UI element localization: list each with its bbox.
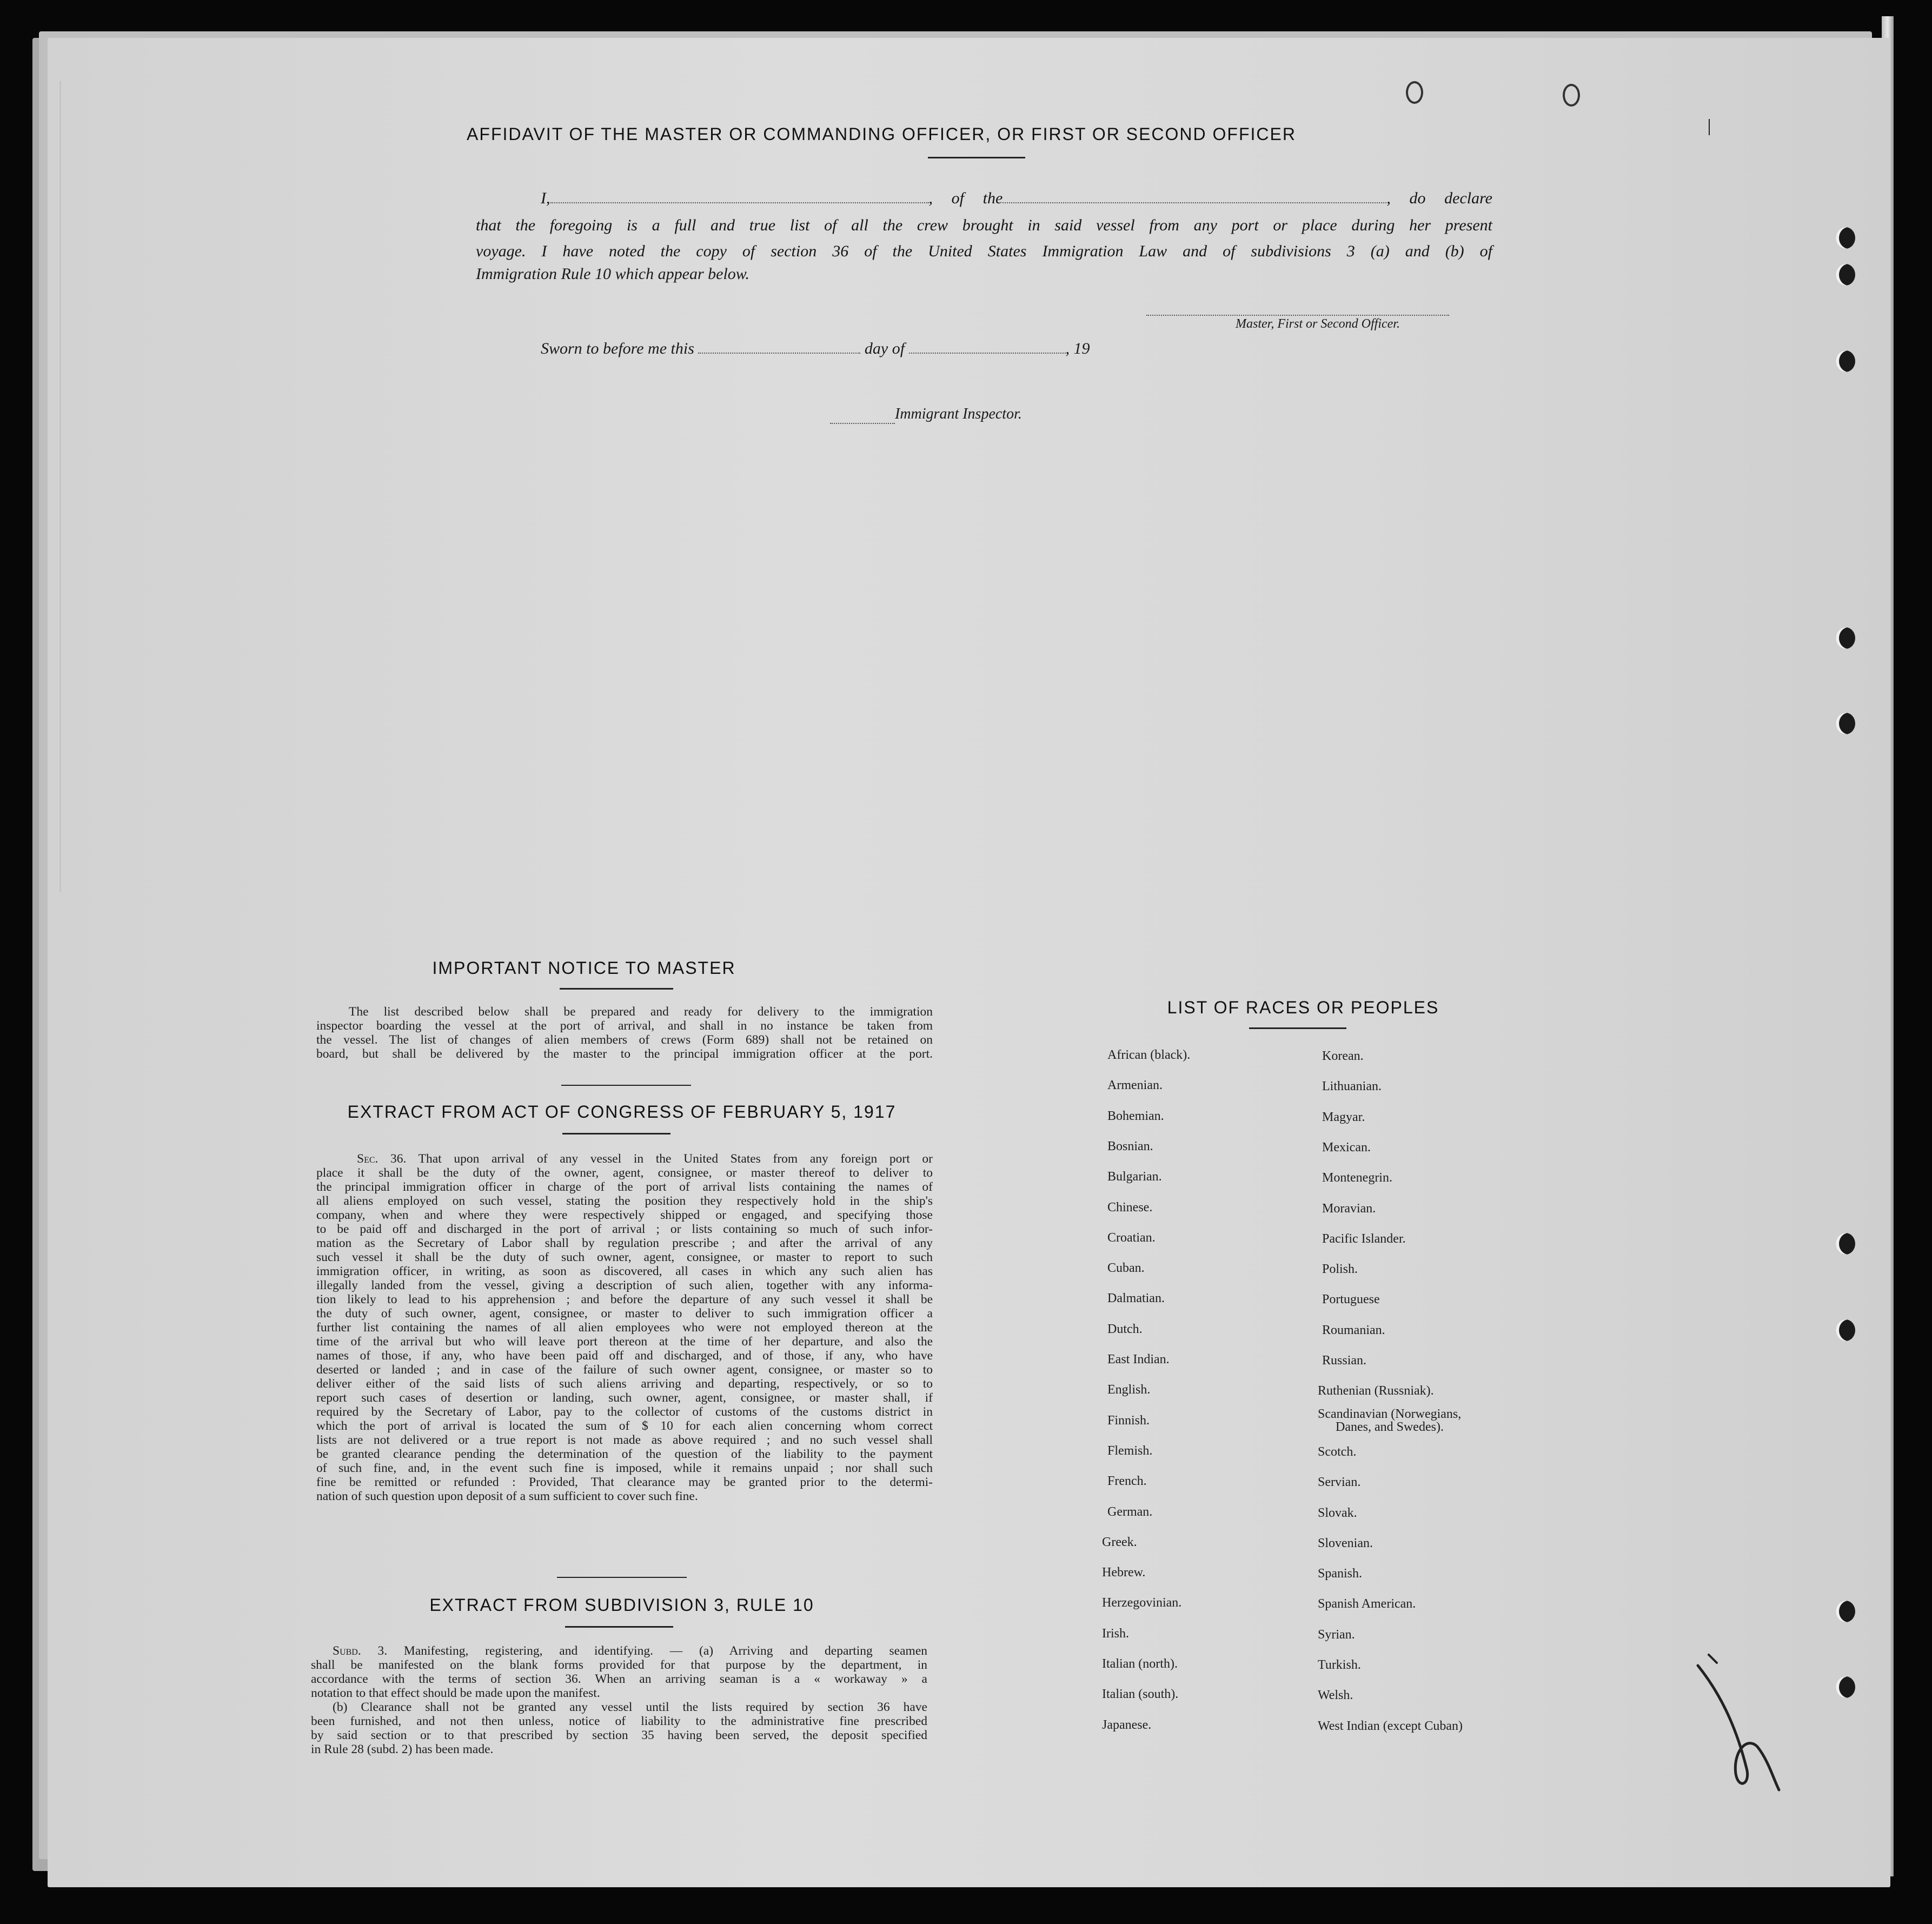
divider [557, 1577, 687, 1578]
race-item: West Indian (except Cuban) [1318, 1719, 1463, 1733]
act-line: the principal immigration officer in charge of the port of arrival lists containing the names of [316, 1180, 933, 1194]
act-line: deliver either of the said lists of such aliens arriving and departing, respectively, or so to [316, 1377, 933, 1391]
ring-mark-icon [1406, 81, 1423, 104]
rule-line: notation to that effect should be made upon the manifest. [311, 1686, 600, 1700]
notice-line: inspector boarding the vessel at the port of arrival, and shall in no instance be taken from [316, 1019, 933, 1033]
race-item: Roumanian. [1322, 1323, 1385, 1337]
act-line: names of those, if any, who have been paid off and discharged, and of those, if any, who have [316, 1349, 933, 1363]
rule-title: EXTRACT FROM SUBDIVISION 3, RULE 10 [429, 1595, 814, 1615]
race-item: Slovenian. [1318, 1536, 1373, 1550]
act-line: time of the arrival but who will leave port thereon at the time of her departure, and also the [316, 1335, 933, 1349]
affidavit-i: I, [541, 189, 550, 207]
race-item: Bosnian. [1107, 1139, 1153, 1153]
affidavit-declare: , do declare [1386, 189, 1492, 207]
act-line: company, when and where they were respectively shipped or engaged, and specifying those [316, 1208, 933, 1222]
ring-mark-icon [1563, 84, 1580, 107]
sec-label: Sec. [357, 1152, 379, 1166]
race-item: English. [1107, 1383, 1151, 1397]
race-item: Moravian. [1322, 1201, 1376, 1216]
race-item: Spanish American. [1318, 1597, 1416, 1611]
race-item: Italian (north). [1102, 1657, 1178, 1671]
rule-body [311, 1644, 927, 1756]
race-item: Syrian. [1318, 1627, 1355, 1642]
rule-line-text: 3. Manifesting, registering, and identifying. — (a) Arriving and departing seamen [377, 1644, 928, 1658]
divider [560, 988, 673, 990]
notice-line: The list described below shall be prepared and ready for delivery to the immigration [349, 1005, 933, 1019]
race-item: Servian. [1318, 1475, 1361, 1490]
name-blank[interactable] [550, 190, 929, 203]
race-item: Irish. [1102, 1626, 1129, 1641]
act-line: required by the Secretary of Labor, pay to the collector of customs of the customs district in [316, 1405, 933, 1419]
affidavit-line-1 [476, 187, 1492, 210]
act-line: all aliens employed on such vessel, stating the position they respectively hold in the ship's [316, 1194, 933, 1208]
subd-label: Subd. [333, 1644, 361, 1658]
race-item: Russian. [1322, 1354, 1367, 1368]
act-line: be granted clearance pending the determination of the question of the liability to the payment [316, 1447, 933, 1461]
signature-mark-icon [1687, 1644, 1784, 1795]
sworn-day-label: day of [864, 340, 905, 357]
punch-hole-icon [1836, 627, 1855, 649]
act-line: such vessel it shall be the duty of such owner, agent, consignee, or master to report to such [316, 1250, 933, 1264]
race-item: Hebrew. [1102, 1565, 1146, 1580]
sworn-year: , 19 [1065, 340, 1090, 357]
punch-hole-icon [1836, 713, 1855, 734]
inspector-signature-blank[interactable] [830, 423, 895, 424]
punch-hole-icon [1836, 1676, 1855, 1698]
race-item: Finnish. [1107, 1413, 1150, 1428]
act-line: nation of such question upon deposit of a sum sufficient to cover such fine. [316, 1489, 698, 1503]
act-line: which the port of arrival is located the sum of $ 10 for each alien concerning whom correct [316, 1419, 933, 1433]
race-item: Chinese. [1107, 1200, 1153, 1215]
race-item: African (black). [1107, 1048, 1191, 1062]
race-item: Japanese. [1102, 1717, 1152, 1732]
race-item: Ruthenian (Russniak). [1318, 1384, 1434, 1398]
punch-hole-icon [1836, 227, 1855, 249]
rule-line [311, 1644, 927, 1658]
race-item: Scotch. [1318, 1444, 1357, 1459]
race-item: French. [1107, 1474, 1147, 1489]
punch-hole-icon [1836, 1601, 1855, 1622]
race-item: Polish. [1322, 1262, 1358, 1277]
rule-line: been furnished, and not then unless, notice of liability to the administrative fine prescribed [311, 1714, 927, 1728]
punch-hole-icon [1836, 264, 1855, 286]
rule-line: by said section or to that prescribed by section 35 having been served, the deposit specified [311, 1728, 927, 1742]
act-line: mation as the Secretary of Labor shall by regulation prescribe ; and after the arrival of any [316, 1236, 933, 1250]
sworn-prefix: Sworn to before me this [541, 340, 694, 357]
race-item: Croatian. [1107, 1230, 1156, 1245]
race-item: East Indian. [1107, 1352, 1170, 1366]
race-item: Herzegovinian. [1102, 1596, 1182, 1610]
act-title: EXTRACT FROM ACT OF CONGRESS OF FEBRUARY 5, 1917 [347, 1102, 897, 1122]
affidavit-line-4: Immigration Rule 10 which appear below. [476, 265, 750, 283]
affidavit-title: AFFIDAVIT OF THE MASTER OR COMMANDING OFFICER, OR FIRST OR SECOND OFFICER [467, 124, 1296, 144]
race-item: Pacific Islander. [1322, 1231, 1406, 1246]
race-item: Korean. [1322, 1049, 1364, 1063]
act-line: lists are not delivered or a true report is not made as above required ; and no such vessel shall [316, 1433, 933, 1447]
sworn-day-blank[interactable] [698, 341, 860, 354]
ink-mark [1709, 119, 1710, 135]
act-line: illegally landed from the vessel, giving a description of such alien, together with any informa- [316, 1278, 933, 1292]
race-item: Bohemian. [1107, 1109, 1164, 1123]
master-signature-blank[interactable] [1146, 315, 1449, 316]
race-item: Welsh. [1318, 1688, 1353, 1703]
act-line: fine be remitted or refunded : Provided, That clearance may be granted prior to the determi- [316, 1475, 933, 1489]
race-item: Greek. [1102, 1535, 1137, 1549]
affidavit-of-the: , of the [928, 189, 1003, 207]
rule-line: in Rule 28 (subd. 2) has been made. [311, 1742, 494, 1756]
act-line-text: 36. That upon arrival of any vessel in the United States from any foreign port or [390, 1152, 933, 1166]
rule-line: accordance with the terms of section 36. When an arriving seaman is a « workaway » a [311, 1672, 927, 1686]
punch-hole-icon [1836, 350, 1855, 372]
punch-hole-icon [1836, 1233, 1855, 1255]
race-item: Spanish. [1318, 1567, 1363, 1581]
punch-hole-icon [1836, 1319, 1855, 1341]
race-item: German. [1107, 1504, 1153, 1519]
sworn-line [541, 340, 1090, 358]
race-item: Magyar. [1322, 1110, 1365, 1124]
race-item: Flemish. [1107, 1443, 1153, 1458]
race-item: Bulgarian. [1107, 1170, 1162, 1184]
divider [1249, 1027, 1346, 1029]
race-item-continuation: Danes, and Swedes). [1336, 1419, 1444, 1434]
races-title: LIST OF RACES OR PEOPLES [1167, 998, 1439, 1017]
act-line: tion likely to lead to his apprehension ; and before the departure of any such vessel it shall be [316, 1292, 933, 1306]
rule-line: (b) Clearance shall not be granted any vessel until the lists required by section 36 have [333, 1700, 927, 1714]
race-item: Montenegrin. [1322, 1171, 1392, 1185]
notice-line: board, but shall be delivered by the master to the principal immigration officer at the port. [316, 1047, 933, 1061]
race-item: Lithuanian. [1322, 1079, 1382, 1094]
inspector-label: Immigrant Inspector. [895, 406, 1022, 422]
notice-line: the vessel. The list of changes of alien members of crews (Form 689) shall not be retained on [316, 1033, 933, 1047]
race-item: Mexican. [1322, 1140, 1371, 1155]
act-line [316, 1152, 933, 1166]
affidavit-line-3: voyage. I have noted the copy of section 36 of the United States Immigration Law and of subdivisions 3 (a) and (b) of [476, 242, 1492, 260]
race-item: Portuguese [1322, 1292, 1380, 1307]
act-line: deserted or landed ; and in case of the failure of such owner agent, consignee, or master so to [316, 1363, 933, 1377]
divider [928, 157, 1025, 158]
race-item: Scandinavian (Norwegians, [1318, 1406, 1462, 1421]
race-item: Turkish. [1318, 1658, 1361, 1672]
act-line: report such cases of desertion or landing, such owner, agent, consignee, or master shall, if [316, 1391, 933, 1405]
rule-line: shall be manifested on the blank forms provided for that purpose by the department, in [311, 1658, 927, 1672]
divider [565, 1626, 673, 1628]
act-line: place it shall be the duty of the owner, agent, consignee, or master thereof to deliver to [316, 1166, 933, 1180]
vessel-blank[interactable] [1002, 190, 1386, 203]
act-line: the duty of such owner, agent, consignee, or master to deliver to such immigration officer a [316, 1306, 933, 1321]
race-item: Cuban. [1107, 1261, 1145, 1276]
act-line: immigration officer, in writing, as soon as discovered, all cases in which any such alien has [316, 1264, 933, 1278]
race-item: Dalmatian. [1107, 1291, 1165, 1306]
act-line: of such fine, and, in the event such fine is imposed, while it remains unpaid ; nor shall such [316, 1461, 933, 1475]
sworn-month-blank[interactable] [909, 341, 1066, 354]
act-line: to be paid off and discharged in the port of arrival ; or lists containing so much of such infor- [316, 1222, 933, 1236]
edge-shadow [59, 81, 61, 892]
notice-title: IMPORTANT NOTICE TO MASTER [432, 958, 736, 978]
notice-body [316, 1005, 933, 1061]
divider [561, 1085, 691, 1086]
affidavit-line-2: that the foregoing is a full and true list of all the crew brought in said vessel from any port or place during her present [476, 216, 1492, 234]
divider [562, 1133, 670, 1135]
race-item: Italian (south). [1102, 1687, 1179, 1702]
race-item: Dutch. [1107, 1322, 1143, 1336]
race-item: Slovak. [1318, 1505, 1357, 1520]
act-body [316, 1152, 933, 1503]
master-label: Master, First or Second Officer. [1236, 317, 1400, 331]
act-line: further list containing the names of all alien employees who were not employed thereon at the [316, 1321, 933, 1335]
race-item: Armenian. [1107, 1078, 1163, 1093]
